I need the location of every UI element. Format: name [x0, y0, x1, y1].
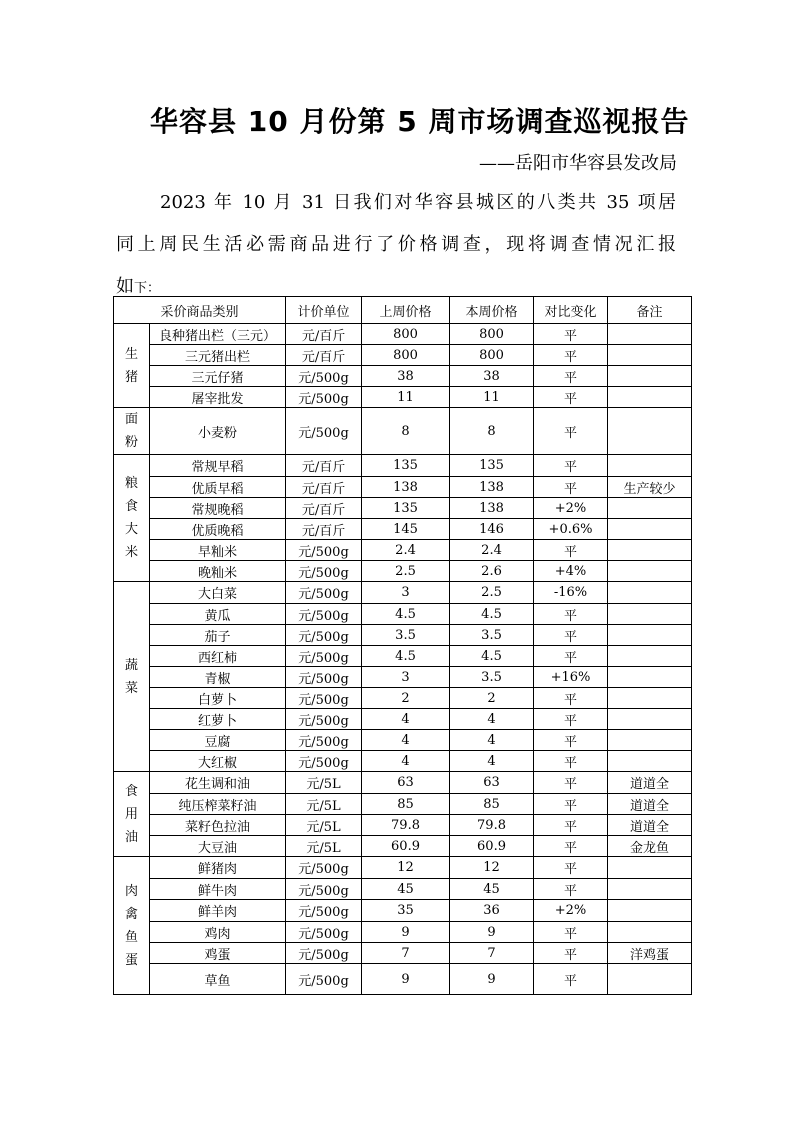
last-week-price-cell: 2	[362, 688, 450, 709]
this-week-price-cell: 79.8	[450, 815, 534, 836]
category-char: 生	[124, 346, 138, 362]
note-cell	[608, 561, 692, 582]
category-char: 面	[124, 412, 138, 427]
table-row	[114, 709, 692, 730]
unit-cell: 元/500g	[286, 646, 362, 667]
report-issuer: ——岳阳市华容县发改局	[479, 153, 677, 174]
this-week-price-cell: 2.5	[450, 582, 534, 604]
this-week-price-cell: 4	[450, 730, 534, 751]
this-week-price-cell: 38	[450, 366, 534, 387]
table-row	[114, 772, 692, 794]
unit-cell: 元/500g	[286, 582, 362, 604]
this-week-price-cell: 85	[450, 794, 534, 815]
unit-cell: 元/百斤	[286, 455, 362, 477]
this-week-price-cell: 11	[450, 387, 534, 408]
this-week-price-cell: 2	[450, 688, 534, 709]
unit-cell: 元/500g	[286, 943, 362, 964]
item-name-cell: 优质晚稻	[150, 519, 286, 540]
item-name-cell: 常规早稻	[150, 455, 286, 477]
unit-cell: 元/500g	[286, 730, 362, 751]
this-week-price-cell: 146	[450, 519, 534, 540]
table-row	[114, 540, 692, 561]
item-name-cell: 三元仔猪	[150, 366, 286, 387]
table-row	[114, 408, 692, 455]
note-cell	[608, 879, 692, 900]
table-row	[114, 387, 692, 408]
item-name-cell: 鲜羊肉	[150, 900, 286, 922]
table-row	[114, 922, 692, 943]
change-cell: 平	[534, 794, 608, 815]
table-row	[114, 751, 692, 772]
last-week-price-cell: 8	[362, 408, 450, 455]
note-cell	[608, 366, 692, 387]
last-week-price-cell: 12	[362, 857, 450, 879]
category-char: 大	[124, 522, 138, 537]
unit-cell: 元/500g	[286, 751, 362, 772]
table-row	[114, 857, 692, 879]
intro-line-1: 2023 年 10 月 31 日我们对华容县城区的八类共 35 项居	[160, 192, 676, 213]
change-cell: 平	[534, 625, 608, 646]
table-row	[114, 345, 692, 366]
category-cell	[114, 857, 150, 995]
last-week-price-cell: 11	[362, 387, 450, 408]
table-row	[114, 455, 692, 477]
this-week-price-cell: 4	[450, 709, 534, 730]
table-row	[114, 730, 692, 751]
last-week-price-cell: 135	[362, 498, 450, 519]
table-row	[114, 582, 692, 604]
change-cell: -16%	[534, 582, 608, 604]
unit-cell: 元/500g	[286, 688, 362, 709]
item-name-cell: 大红椒	[150, 751, 286, 772]
header-note: 备注	[608, 297, 692, 324]
item-name-cell: 鲜猪肉	[150, 857, 286, 879]
note-cell	[608, 498, 692, 519]
note-cell	[608, 408, 692, 455]
change-cell: 平	[534, 730, 608, 751]
this-week-price-cell: 800	[450, 324, 534, 345]
last-week-price-cell: 2.5	[362, 561, 450, 582]
category-char: 猪	[124, 369, 138, 385]
last-week-price-cell: 3	[362, 582, 450, 604]
note-cell	[608, 646, 692, 667]
table-row	[114, 498, 692, 519]
change-cell: 平	[534, 540, 608, 561]
unit-cell: 元/百斤	[286, 345, 362, 366]
table-row	[114, 879, 692, 900]
table-row	[114, 794, 692, 815]
change-cell: 平	[534, 709, 608, 730]
table-row	[114, 815, 692, 836]
table-row	[114, 604, 692, 625]
category-char: 蛋	[124, 952, 138, 968]
unit-cell: 元/500g	[286, 900, 362, 922]
unit-cell: 元/5L	[286, 772, 362, 794]
header-this-week: 本周价格	[450, 297, 534, 324]
this-week-price-cell: 3.5	[450, 625, 534, 646]
table-row	[114, 943, 692, 964]
unit-cell: 元/500g	[286, 879, 362, 900]
note-cell	[608, 324, 692, 345]
unit-cell: 元/百斤	[286, 498, 362, 519]
unit-cell: 元/百斤	[286, 519, 362, 540]
this-week-price-cell: 36	[450, 900, 534, 922]
item-name-cell: 黄瓜	[150, 604, 286, 625]
note-cell	[608, 345, 692, 366]
unit-cell: 元/500g	[286, 922, 362, 943]
item-name-cell: 良种猪出栏（三元）	[150, 324, 286, 345]
change-cell: 平	[534, 879, 608, 900]
last-week-price-cell: 60.9	[362, 836, 450, 857]
note-cell	[608, 688, 692, 709]
table-row	[114, 324, 692, 345]
this-week-price-cell: 9	[450, 964, 534, 995]
note-cell	[608, 857, 692, 879]
item-name-cell: 豆腐	[150, 730, 286, 751]
unit-cell: 元/500g	[286, 540, 362, 561]
item-name-cell: 大豆油	[150, 836, 286, 857]
unit-cell: 元/5L	[286, 836, 362, 857]
category-char: 鱼	[124, 929, 138, 945]
item-name-cell: 鲜牛肉	[150, 879, 286, 900]
intro-line-3-small: 下：	[134, 281, 161, 296]
category-char: 禽	[124, 906, 138, 922]
last-week-price-cell: 7	[362, 943, 450, 964]
note-cell	[608, 667, 692, 688]
item-name-cell: 三元猪出栏	[150, 345, 286, 366]
table-row	[114, 625, 692, 646]
report-title: 华容县 10 月份第 5 周市场调查巡视报告	[150, 105, 690, 138]
note-cell	[608, 604, 692, 625]
category-char: 菜	[124, 680, 138, 696]
last-week-price-cell: 35	[362, 900, 450, 922]
this-week-price-cell: 4.5	[450, 604, 534, 625]
unit-cell: 元/500g	[286, 387, 362, 408]
note-cell	[608, 922, 692, 943]
last-week-price-cell: 145	[362, 519, 450, 540]
note-cell	[608, 751, 692, 772]
last-week-price-cell: 800	[362, 324, 450, 345]
change-cell: 平	[534, 772, 608, 794]
this-week-price-cell: 138	[450, 477, 534, 498]
this-week-price-cell: 4.5	[450, 646, 534, 667]
last-week-price-cell: 3	[362, 667, 450, 688]
unit-cell: 元/500g	[286, 604, 362, 625]
note-cell: 道道全	[608, 772, 692, 794]
note-cell: 道道全	[608, 815, 692, 836]
item-name-cell: 白萝卜	[150, 688, 286, 709]
this-week-price-cell: 2.4	[450, 540, 534, 561]
last-week-price-cell: 4.5	[362, 646, 450, 667]
category-cell	[114, 582, 150, 772]
note-cell	[608, 730, 692, 751]
note-cell: 生产较少	[608, 477, 692, 498]
table-row	[114, 366, 692, 387]
last-week-price-cell: 9	[362, 964, 450, 995]
last-week-price-cell: 4.5	[362, 604, 450, 625]
change-cell: +2%	[534, 498, 608, 519]
change-cell: +2%	[534, 900, 608, 922]
item-name-cell: 鸡肉	[150, 922, 286, 943]
unit-cell: 元/500g	[286, 667, 362, 688]
category-cell	[114, 408, 150, 455]
note-cell	[608, 709, 692, 730]
table-row	[114, 964, 692, 995]
note-cell	[608, 455, 692, 477]
change-cell: +4%	[534, 561, 608, 582]
category-cell	[114, 324, 150, 408]
category-cell	[114, 772, 150, 857]
price-table	[113, 296, 692, 995]
note-cell: 金龙鱼	[608, 836, 692, 857]
category-char: 粮	[124, 476, 138, 491]
change-cell: 平	[534, 688, 608, 709]
header-unit: 计价单位	[286, 297, 362, 324]
this-week-price-cell: 7	[450, 943, 534, 964]
item-name-cell: 纯压榨菜籽油	[150, 794, 286, 815]
category-char: 油	[124, 829, 138, 845]
category-char: 粉	[124, 435, 138, 450]
last-week-price-cell: 45	[362, 879, 450, 900]
unit-cell: 元/500g	[286, 964, 362, 995]
item-name-cell: 茄子	[150, 625, 286, 646]
change-cell: 平	[534, 604, 608, 625]
unit-cell: 元/5L	[286, 794, 362, 815]
unit-cell: 元/500g	[286, 408, 362, 455]
this-week-price-cell: 4	[450, 751, 534, 772]
header-last-week: 上周价格	[362, 297, 450, 324]
change-cell: 平	[534, 857, 608, 879]
category-cell	[114, 455, 150, 582]
intro-line-3-big: 如	[116, 276, 134, 297]
last-week-price-cell: 85	[362, 794, 450, 815]
unit-cell: 元/百斤	[286, 477, 362, 498]
unit-cell: 元/百斤	[286, 324, 362, 345]
change-cell: 平	[534, 815, 608, 836]
category-char: 用	[124, 806, 138, 822]
note-cell	[608, 625, 692, 646]
last-week-price-cell: 135	[362, 455, 450, 477]
this-week-price-cell: 60.9	[450, 836, 534, 857]
note-cell: 洋鸡蛋	[608, 943, 692, 964]
last-week-price-cell: 79.8	[362, 815, 450, 836]
last-week-price-cell: 4	[362, 751, 450, 772]
change-cell: 平	[534, 366, 608, 387]
this-week-price-cell: 9	[450, 922, 534, 943]
table-row	[114, 477, 692, 498]
last-week-price-cell: 4	[362, 709, 450, 730]
table-row	[114, 561, 692, 582]
last-week-price-cell: 3.5	[362, 625, 450, 646]
note-cell: 道道全	[608, 794, 692, 815]
change-cell: +16%	[534, 667, 608, 688]
unit-cell: 元/5L	[286, 815, 362, 836]
item-name-cell: 菜籽色拉油	[150, 815, 286, 836]
note-cell	[608, 900, 692, 922]
item-name-cell: 屠宰批发	[150, 387, 286, 408]
table-row	[114, 646, 692, 667]
this-week-price-cell: 3.5	[450, 667, 534, 688]
change-cell: 平	[534, 751, 608, 772]
item-name-cell: 优质早稻	[150, 477, 286, 498]
this-week-price-cell: 2.6	[450, 561, 534, 582]
table-header-row	[114, 297, 692, 324]
intro-line-2: 同上周民生活必需商品进行了价格调查，现将调查情况汇报	[116, 234, 676, 255]
header-category: 采价商品类别	[114, 297, 286, 324]
table-row	[114, 900, 692, 922]
category-char: 食	[124, 783, 138, 799]
note-cell	[608, 387, 692, 408]
change-cell: 平	[534, 836, 608, 857]
change-cell: 平	[534, 345, 608, 366]
table-row	[114, 519, 692, 540]
this-week-price-cell: 12	[450, 857, 534, 879]
header-change: 对比变化	[534, 297, 608, 324]
change-cell: 平	[534, 943, 608, 964]
unit-cell: 元/500g	[286, 561, 362, 582]
change-cell: 平	[534, 477, 608, 498]
item-name-cell: 西红柿	[150, 646, 286, 667]
this-week-price-cell: 63	[450, 772, 534, 794]
note-cell	[608, 582, 692, 604]
this-week-price-cell: 138	[450, 498, 534, 519]
unit-cell: 元/500g	[286, 625, 362, 646]
table-row	[114, 688, 692, 709]
last-week-price-cell: 2.4	[362, 540, 450, 561]
change-cell: 平	[534, 964, 608, 995]
last-week-price-cell: 4	[362, 730, 450, 751]
unit-cell: 元/500g	[286, 709, 362, 730]
change-cell: 平	[534, 922, 608, 943]
last-week-price-cell: 63	[362, 772, 450, 794]
category-char: 肉	[124, 883, 138, 899]
change-cell: 平	[534, 646, 608, 667]
item-name-cell: 草鱼	[150, 964, 286, 995]
last-week-price-cell: 9	[362, 922, 450, 943]
item-name-cell: 大白菜	[150, 582, 286, 604]
item-name-cell: 青椒	[150, 667, 286, 688]
last-week-price-cell: 138	[362, 477, 450, 498]
change-cell: 平	[534, 387, 608, 408]
note-cell	[608, 540, 692, 561]
category-char: 米	[124, 545, 138, 560]
table-body	[114, 324, 692, 995]
this-week-price-cell: 45	[450, 879, 534, 900]
category-char: 蔬	[124, 657, 138, 673]
table-row	[114, 667, 692, 688]
note-cell	[608, 964, 692, 995]
item-name-cell: 常规晚稻	[150, 498, 286, 519]
this-week-price-cell: 135	[450, 455, 534, 477]
item-name-cell: 红萝卜	[150, 709, 286, 730]
category-char: 食	[124, 499, 138, 514]
item-name-cell: 鸡蛋	[150, 943, 286, 964]
table-row	[114, 836, 692, 857]
change-cell: +0.6%	[534, 519, 608, 540]
last-week-price-cell: 800	[362, 345, 450, 366]
unit-cell: 元/500g	[286, 366, 362, 387]
item-name-cell: 小麦粉	[150, 408, 286, 455]
last-week-price-cell: 38	[362, 366, 450, 387]
change-cell: 平	[534, 408, 608, 455]
change-cell: 平	[534, 324, 608, 345]
change-cell: 平	[534, 455, 608, 477]
item-name-cell: 晚籼米	[150, 561, 286, 582]
item-name-cell: 早籼米	[150, 540, 286, 561]
this-week-price-cell: 8	[450, 408, 534, 455]
this-week-price-cell: 800	[450, 345, 534, 366]
unit-cell: 元/500g	[286, 857, 362, 879]
item-name-cell: 花生调和油	[150, 772, 286, 794]
note-cell	[608, 519, 692, 540]
